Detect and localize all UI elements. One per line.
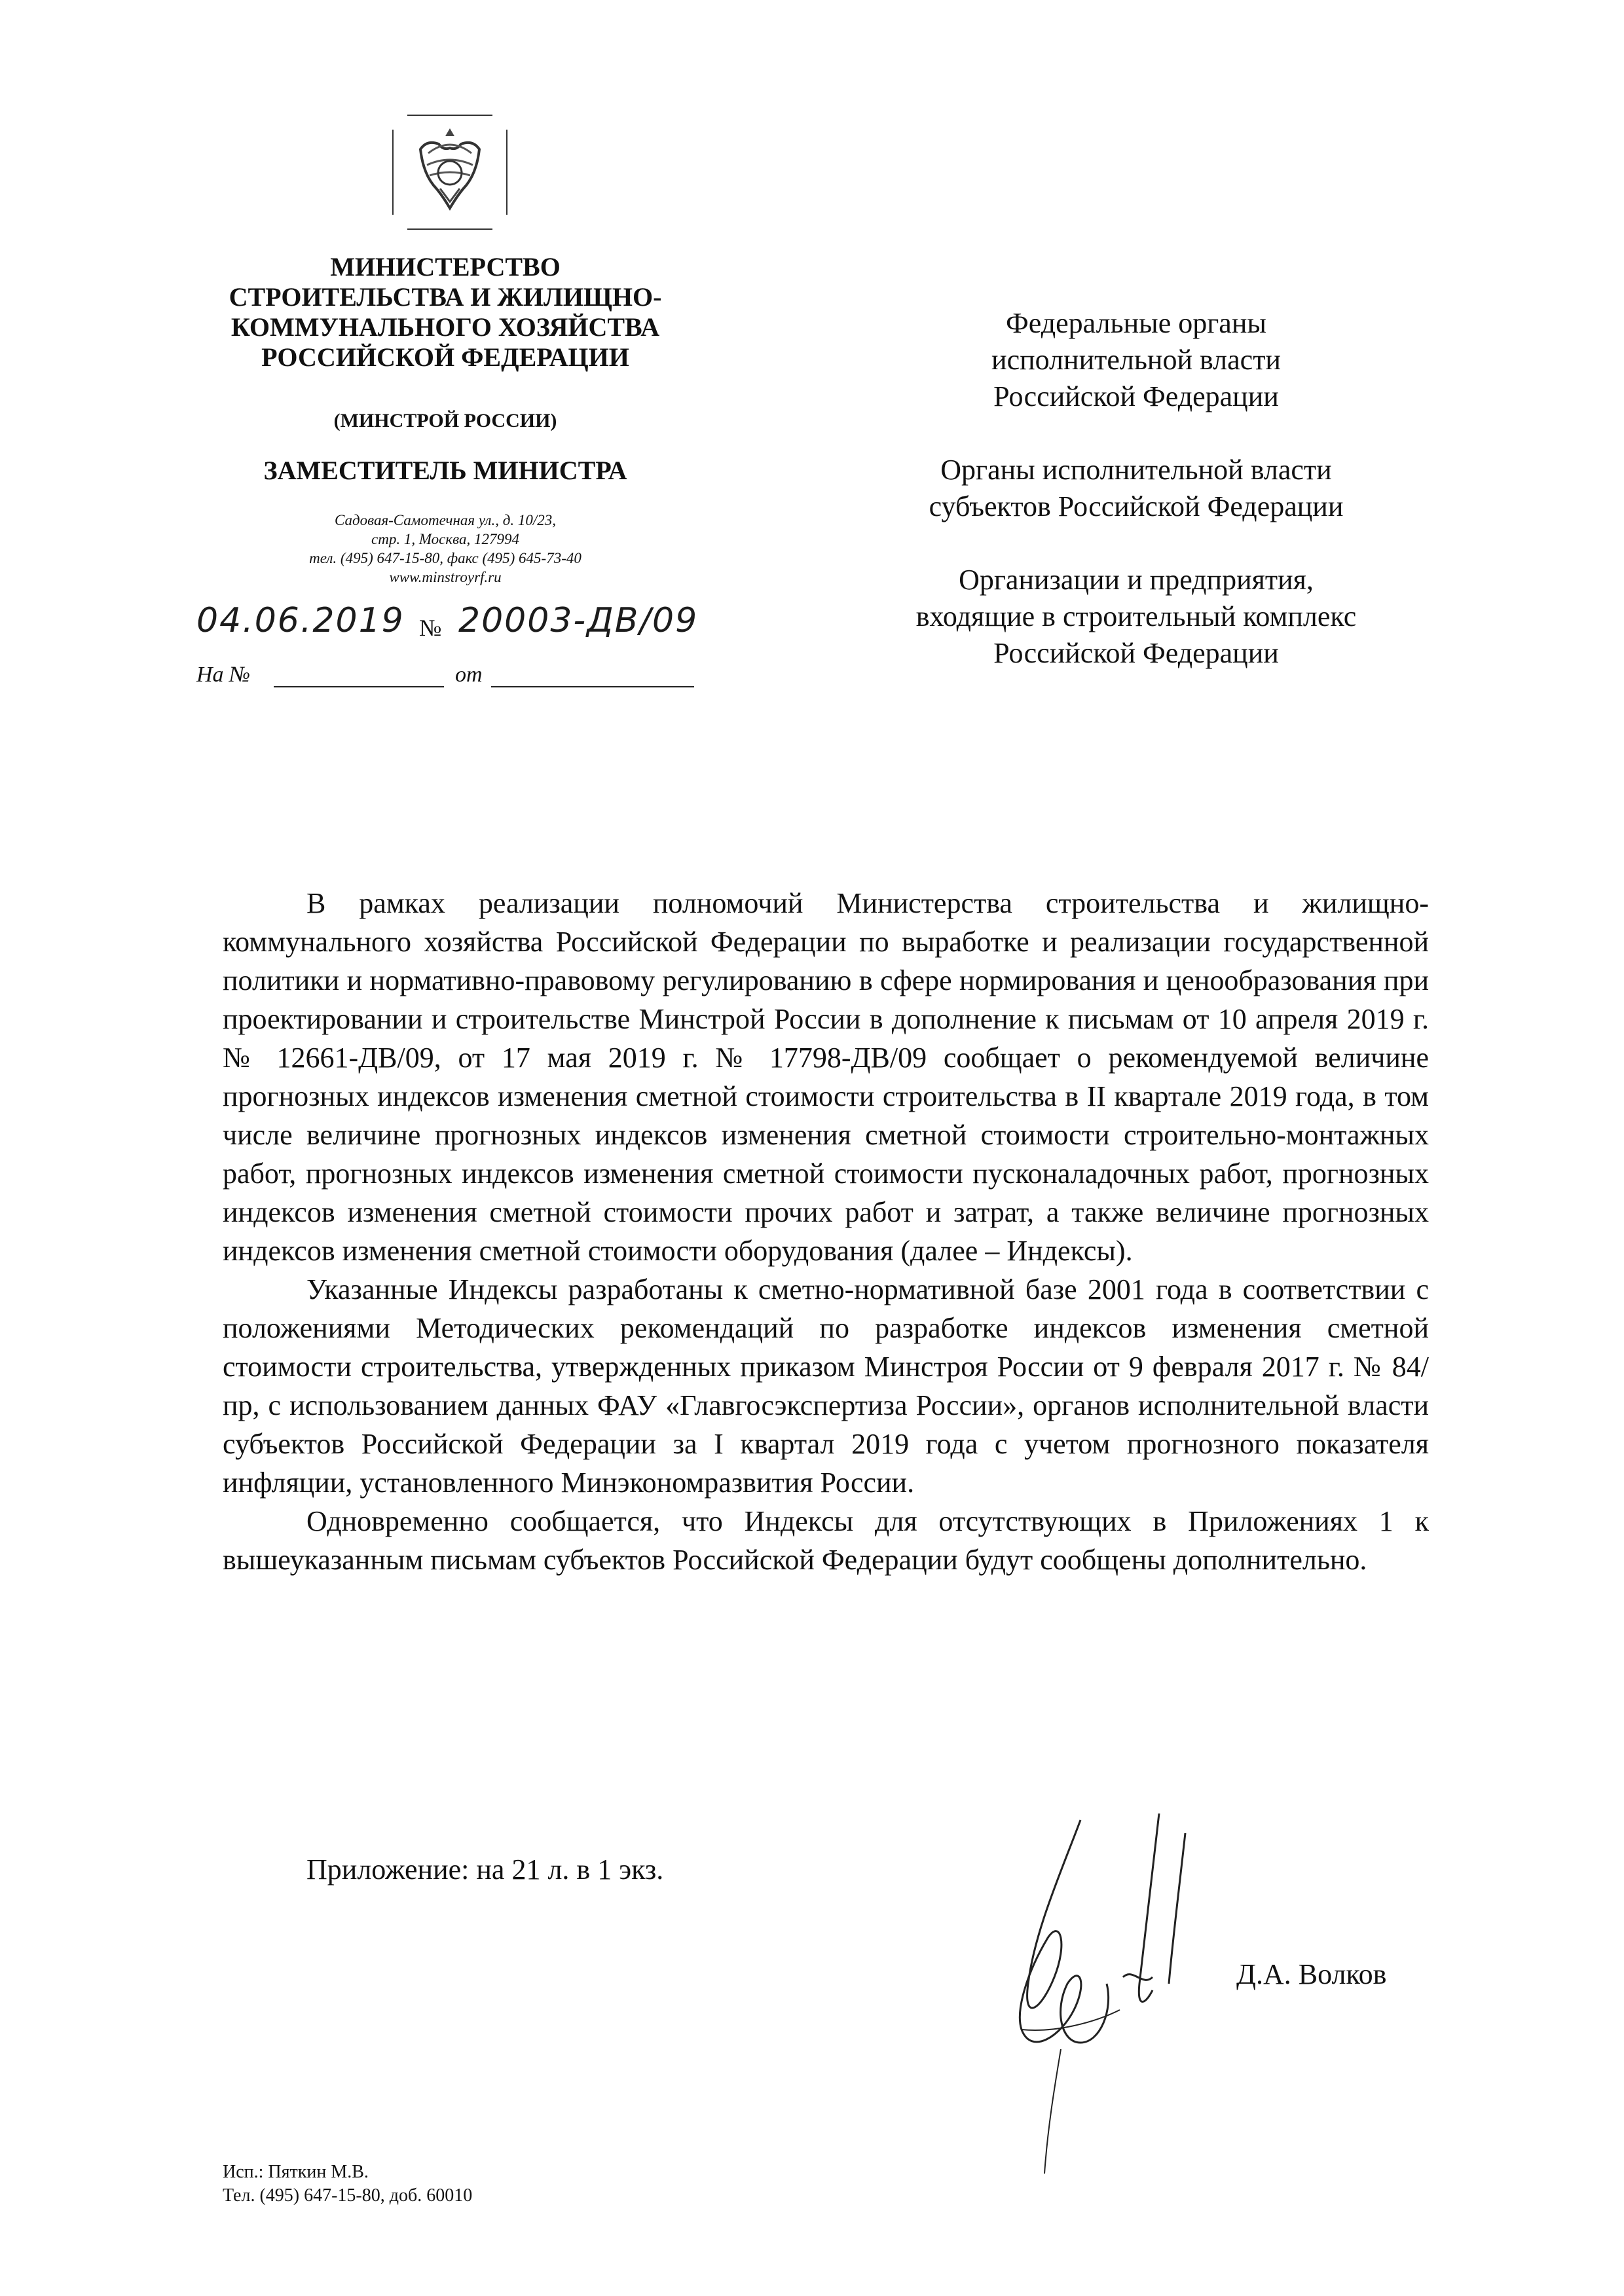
ministry-name-line: МИНИСТЕРСТВО xyxy=(330,252,561,282)
registration-number-label: № xyxy=(419,615,442,641)
body-paragraph: Указанные Индексы разработаны к сметно-нормативной базе 2001 года в соответствии с положениями Методических рекомендаций по разработке индексов изменения сметной стоимости строительства, утвержденных приказом Минстроя России от 9 февраля 2017 г. № 84/пр, с использованием данных ФАУ «Главгосэкспертиза России», органов исполнительной власти субъектов Российской Федерации за I квартал 2019 года с учетом прогнозного показателя инфляции, установленного Минэкономразвития России. xyxy=(223,1273,1429,1499)
addressee-line: Российской Федерации xyxy=(993,637,1279,669)
addressee-line: входящие в строительный комплекс xyxy=(915,600,1357,632)
addressee-line: субъектов Российской Федерации xyxy=(929,490,1344,522)
addressee-block xyxy=(851,305,1421,708)
address-line: www.minstroyrf.ru xyxy=(389,569,502,585)
executor-info xyxy=(223,2160,472,2208)
ministry-name-line: СТРОИТЕЛЬСТВА И ЖИЛИЩНО- xyxy=(229,282,662,312)
reference-number-blank xyxy=(274,663,444,687)
addressee-line: Российской Федерации xyxy=(993,380,1279,412)
body-paragraph: Одновременно сообщается, что Индексы для отсутствующих в Приложениях 1 к вышеуказанным письмам субъектов Российской Федерации будут сообщены дополнительно. xyxy=(223,1505,1429,1576)
registration-date: 04.06.2019 xyxy=(196,601,405,640)
executor-name: Исп.: Пяткин М.В. xyxy=(223,2162,369,2182)
registration-line xyxy=(196,601,786,647)
registration-number: 20003-ДВ/09 xyxy=(458,601,699,640)
reference-number-label: На № xyxy=(196,663,251,687)
official-title: ЗАМЕСТИТЕЛЬ МИНИСТРА xyxy=(263,456,627,485)
appendix-note: Приложение: на 21 л. в 1 экз. xyxy=(306,1853,664,1886)
reference-line xyxy=(196,663,694,691)
addressee-line: Федеральные органы xyxy=(1006,307,1266,339)
addressee-group xyxy=(851,452,1421,525)
ministry-short-name: (МИНСТРОЙ РОССИИ) xyxy=(333,410,557,431)
addressee-line: исполнительной власти xyxy=(991,344,1281,376)
letter-body xyxy=(223,884,1429,1579)
address-line: Садовая-Самотечная ул., д. 10/23, xyxy=(335,512,556,528)
reference-date-label: от xyxy=(455,663,483,687)
addressee-group xyxy=(851,562,1421,672)
addressee-group xyxy=(851,305,1421,415)
ministry-name xyxy=(196,252,694,373)
coat-of-arms-icon xyxy=(388,110,512,234)
ministry-name-line: КОММУНАЛЬНОГО ХОЗЯЙСТВА xyxy=(231,312,660,342)
signer-name: Д.А. Волков xyxy=(1236,1958,1387,1990)
handwritten-signature-icon xyxy=(982,1813,1218,2180)
executor-phone: Тел. (495) 647-15-80, доб. 60010 xyxy=(223,2185,473,2206)
ministry-address xyxy=(196,511,694,587)
addressee-line: Организации и предприятия, xyxy=(959,564,1314,596)
ministry-name-line: РОССИЙСКОЙ ФЕДЕРАЦИИ xyxy=(261,342,629,372)
body-paragraph: В рамках реализации полномочий Министерства строительства и жилищно-коммунального хозяйства Российской Федерации по выработке и реализации государственной политики и нормативно-правовому регулированию в сфере нормирования и ценообразования при проектировании и строительстве Минстрой России в дополнение к письмам от 10 апреля 2019 г. № 12661-ДВ/09, от 17 мая 2019 г. № 17798-ДВ/09 сообщает о рекомендуемой величине прогнозных индексов изменения сметной стоимости строительства в II квартале 2019 года, в том числе величине прогнозных индексов изменения сметной стоимости строительно-монтажных работ, прогнозных индексов изменения сметной стоимости пусконаладочных работ, прогнозных индексов изменения сметной стоимости прочих работ и затрат, а также величине прогнозных индексов изменения сметной стоимости оборудования (далее – Индексы). xyxy=(223,887,1429,1267)
addressee-line: Органы исполнительной власти xyxy=(940,454,1332,486)
reference-date-blank xyxy=(491,663,694,687)
address-line: стр. 1, Москва, 127994 xyxy=(371,531,519,547)
address-line: тел. (495) 647-15-80, факс (495) 645-73-40 xyxy=(309,550,581,566)
